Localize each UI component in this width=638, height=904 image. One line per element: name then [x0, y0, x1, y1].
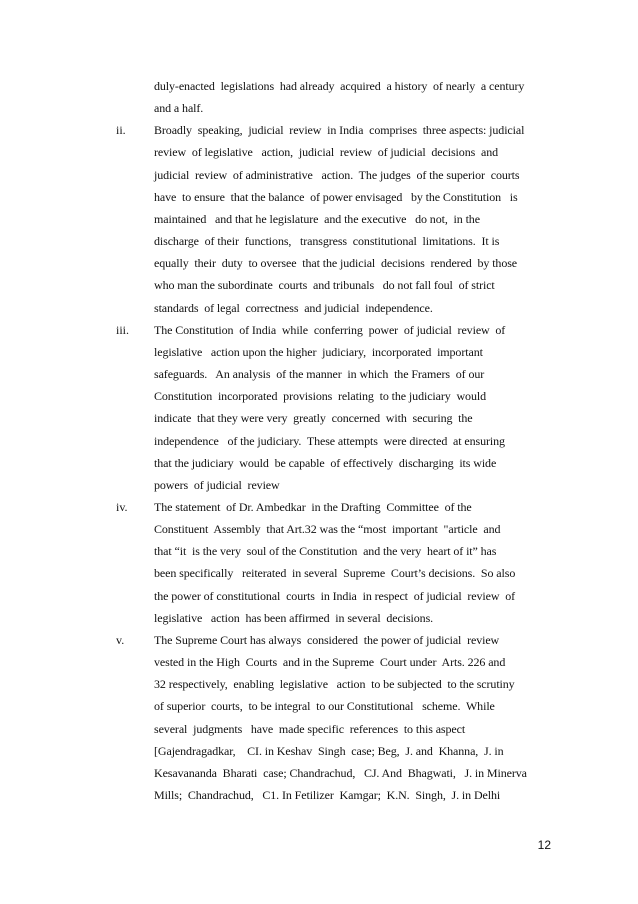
- text-line: discharge of their functions, transgress constitutional limitations. It is: [154, 234, 500, 249]
- text-line: Mills; Chandrachud, C1. In Fetilizer Kamgar; K.N. Singh, J. in Delhi: [154, 788, 501, 802]
- document-body: [116, 75, 556, 806]
- paragraph-number: ii.: [116, 123, 126, 138]
- paragraph-text: [154, 496, 556, 629]
- paragraph-number: iv.: [116, 499, 128, 514]
- text-line: The Constitution of India while conferring power of judicial review of: [154, 322, 506, 337]
- text-line: Constitution incorporated provisions relating to the judiciary would: [154, 389, 486, 404]
- paragraph-text: [154, 119, 556, 318]
- text-line: The statement of Dr. Ambedkar in the Drafting Committee of the: [154, 499, 472, 514]
- page-number: 12: [537, 838, 551, 852]
- text-line: have to ensure that the balance of power envisaged by the Constitution is: [154, 189, 518, 204]
- paragraph: [116, 629, 556, 806]
- text-line: judicial review of administrative action. The judges of the superior courts: [154, 167, 520, 182]
- paragraph-text: [154, 75, 556, 119]
- text-line: Broadly speaking, judicial review in India comprises three aspects: judicial: [154, 123, 525, 138]
- paragraph-text: [154, 319, 556, 496]
- text-line: review of legislative action, judicial review of judicial decisions and: [154, 145, 498, 160]
- paragraph: [116, 75, 556, 119]
- text-line: Constituent Assembly that Art.32 was the “most important "article and: [154, 522, 501, 537]
- text-line: independence of the judiciary. These attempts were directed at ensuring: [154, 433, 505, 448]
- text-line: been specifically reiterated in several Supreme Court’s decisions. So also: [154, 566, 516, 581]
- paragraph: [116, 119, 556, 318]
- paragraph-text: [154, 629, 556, 806]
- text-line: safeguards. An analysis of the manner in which the Framers of our: [154, 367, 485, 382]
- text-line: the power of constitutional courts in India in respect of judicial review of: [154, 588, 516, 603]
- paragraph: [116, 496, 556, 629]
- paragraph: [116, 319, 556, 496]
- text-line: maintained and that he legislature and the executive do not, in the: [154, 211, 480, 226]
- text-line: and a half.: [154, 101, 204, 116]
- text-line: who man the subordinate courts and tribunals do not fall foul of strict: [154, 278, 495, 293]
- text-line: several judgments have made specific references to this aspect: [154, 721, 466, 736]
- text-line: standards of legal correctness and judicial independence.: [154, 300, 433, 315]
- text-line: that the judiciary would be capable of effectively discharging its wide: [154, 455, 497, 470]
- text-line: duly-enacted legislations had already acquired a history of nearly a century: [154, 79, 525, 93]
- text-line: The Supreme Court has always considered the power of judicial review: [154, 632, 500, 647]
- paragraph-number: iii.: [116, 322, 130, 337]
- text-line: legislative action upon the higher judiciary, incorporated important: [154, 344, 483, 359]
- text-line: indicate that they were very greatly concerned with securing the: [154, 411, 473, 426]
- text-line: powers of judicial review: [154, 477, 280, 492]
- paragraph-number: v.: [116, 632, 125, 647]
- text-line: [Gajendragadkar, CI. in Keshav Singh case; Beg, J. and Khanna, J. in: [154, 743, 504, 758]
- text-line: of superior courts, to be integral to our Constitutional scheme. While: [154, 699, 495, 714]
- text-line: equally their duty to oversee that the judicial decisions rendered by those: [154, 256, 518, 271]
- text-line: that “it is the very soul of the Constitution and the very heart of it” has: [154, 544, 497, 559]
- text-line: legislative action has been affirmed in several decisions.: [154, 610, 434, 625]
- text-line: Kesavananda Bharati case; Chandrachud, CJ. And Bhagwati, J. in Minerva: [154, 765, 527, 780]
- text-line: 32 respectively, enabling legislative action to be subjected to the scrutiny: [154, 677, 515, 692]
- text-line: vested in the High Courts and in the Supreme Court under Arts. 226 and: [154, 655, 506, 670]
